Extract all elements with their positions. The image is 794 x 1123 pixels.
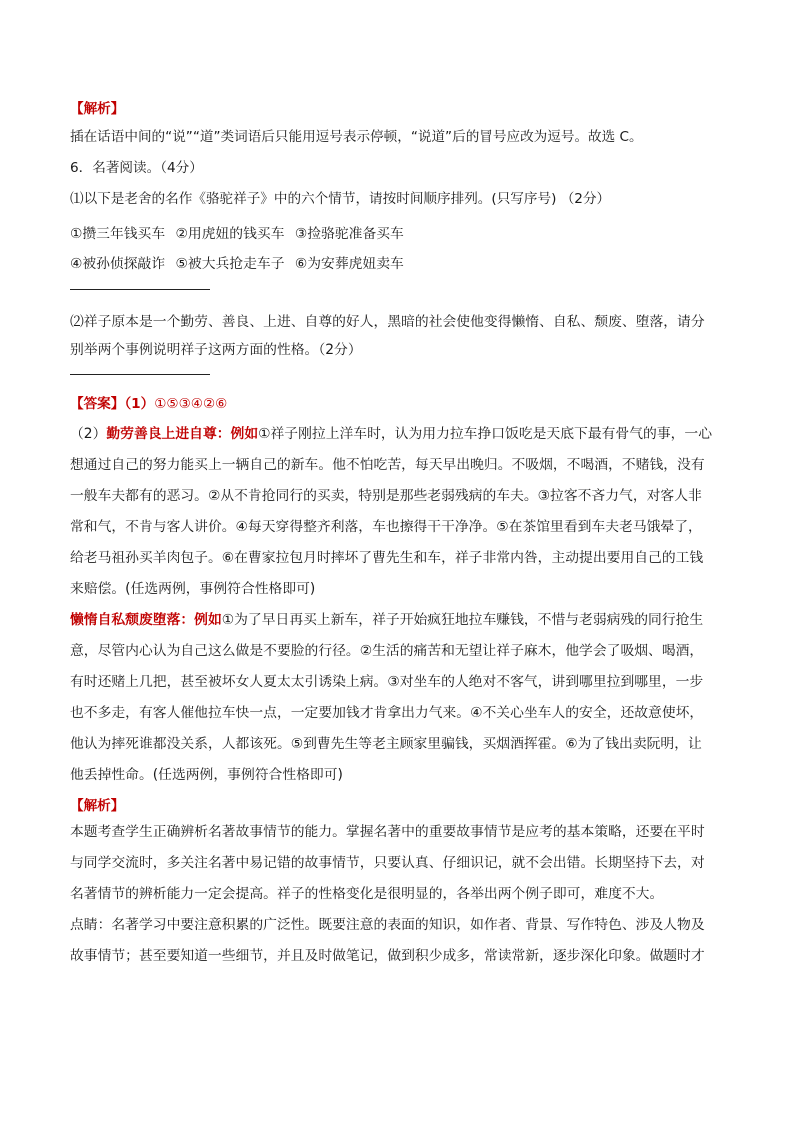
analysis-2-line: 名著情节的辨析能力一定会提高。祥子的性格变化是很明显的，各举出两个例子即可，难度不大。 [70, 886, 664, 902]
answer-label: 【答案】 [70, 396, 125, 412]
question-title: 6．名著阅读。（4分） [70, 160, 203, 176]
answer-3-block [70, 605, 730, 791]
answer-2-line: 一般车夫都有的恶习。②从不肯抢同行的买卖，特别是那些老弱残病的车夫。③拉客不吝力气，对客人非 [70, 488, 702, 504]
document-page [70, 98, 730, 972]
option-item: ②用虎妞的钱买车 [175, 226, 285, 242]
answer-2-block [70, 419, 730, 605]
answer-3-line: 懒惰自私颓废堕落：例如①为了早日再买上新车，祥子开始疯狂地拉车赚钱，不惜与老弱病残的同行抢生 [70, 612, 704, 628]
answer-3-line: 也不多走，有客人催他拉车快一点，一定要加钱才肯拿出力气来。④不关心坐车人的安全，还故意使坏， [70, 705, 704, 721]
answer-1-value: ①⑤③④②⑥ [154, 396, 228, 412]
answer-2-label: 勤劳善良上进自尊：例如 [106, 426, 259, 442]
analysis-2-line: 与同学交流时，多关注名著中易记错的故事情节，只要认真、仔细识记，就不会出错。长期坚持下去，对 [70, 855, 705, 871]
answer-2-prefix: （2） [70, 426, 107, 442]
answer-3-line: 有时还赌上几把，甚至被坏女人夏太太引诱染上病。③对坐车的人绝对不客气，讲到哪里拉到哪里，一步 [70, 674, 704, 690]
answer-3-line: 他丢掉性命。(任选两例，事例符合性格即可) [70, 767, 343, 783]
analysis-heading: 【解析】 [70, 101, 125, 117]
analysis-text: 插在话语中间的“说”“道”类词语后只能用逗号表示停顿，“说道”后的冒号应改为逗号。故选 C。 [70, 129, 643, 145]
answer-1-prefix: （1） [124, 396, 155, 412]
answer-blank-line [70, 289, 210, 290]
question-part1: ⑴以下是老舍的名作《骆驼祥子》中的六个情节，请按时间顺序排列。(只写序号) （2分） [70, 191, 611, 207]
option-item: ⑥为安葬虎妞卖车 [294, 256, 404, 272]
analysis-heading-2: 【解析】 [70, 798, 125, 814]
analysis-2-line: 故事情节；甚至要知道一些细节，并且及时做笔记，做到积少成多，常读常新，逐步深化印象。做题时才 [70, 948, 705, 964]
option-item: ④被孙侦探敲诈 [70, 256, 166, 272]
answer-2-line: 想通过自己的努力能买上一辆自己的新车。他不怕吃苦，每天早出晚归。不吸烟，不喝酒，不赌钱，没有 [70, 457, 705, 473]
answer-2-line: 常和气，不肯与客人讲价。④每天穿得整齐利落，车也擦得干干净净。⑤在茶馆里看到车夫老马饿晕了， [70, 519, 702, 535]
analysis-2-line: 本题考查学生正确辨析名著故事情节的能力。掌握名著中的重要故事情节是应考的基本策略，还要在平时 [70, 824, 705, 840]
analysis-2-line: 点睛：名著学习中要注意积累的广泛性。既要注意的表面的知识，如作者、背景、写作特色、涉及人物及 [70, 917, 705, 933]
answer-line-1 [70, 393, 730, 415]
options-row-1 [70, 219, 730, 249]
answer-3-line: 意，尽管内心认为自己这么做是不要脸的行径。②生活的痛苦和无望让祥子麻木，他学会了吸烟、喝酒， [70, 643, 704, 659]
answer-blank-line [70, 374, 210, 375]
answer-2-line: 给老马祖孙买羊肉包子。⑥在曹家拉包月时摔坏了曹先生和车，祥子非常内咎，主动提出要用自己的工钱 [70, 550, 704, 566]
option-item: ⑤被大兵抢走车子 [175, 256, 285, 272]
question-part2-line: ⑵祥子原本是一个勤劳、善良、上进、自尊的好人，黑暗的社会使他变得懒惰、自私、颓废、堕落，请分 [70, 314, 705, 330]
option-item: ①攒三年钱买车 [70, 226, 166, 242]
answer-2-line: （2）勤劳善良上进自尊：例如①祥子刚拉上洋车时，认为用力拉车挣口饭吃是天底下最有骨气的事，一心 [70, 426, 713, 442]
answer-3-label: 懒惰自私颓废堕落：例如 [70, 612, 222, 628]
analysis-2-block [70, 817, 730, 972]
answer-3-line: 他认为摔死谁都没关系，人都该死。⑤到曹先生等老主顾家里骗钱，买烟酒挥霍。⑥为了钱出卖阮明，让 [70, 736, 702, 752]
option-item: ③捡骆驼准备买车 [294, 226, 404, 242]
question-part2-line: 别举两个事例说明祥子这两方面的性格。（2分） [70, 342, 362, 358]
answer-2-line: 来赔偿。(任选两例，事例符合性格即可) [70, 581, 316, 597]
options-row-2 [70, 249, 730, 279]
